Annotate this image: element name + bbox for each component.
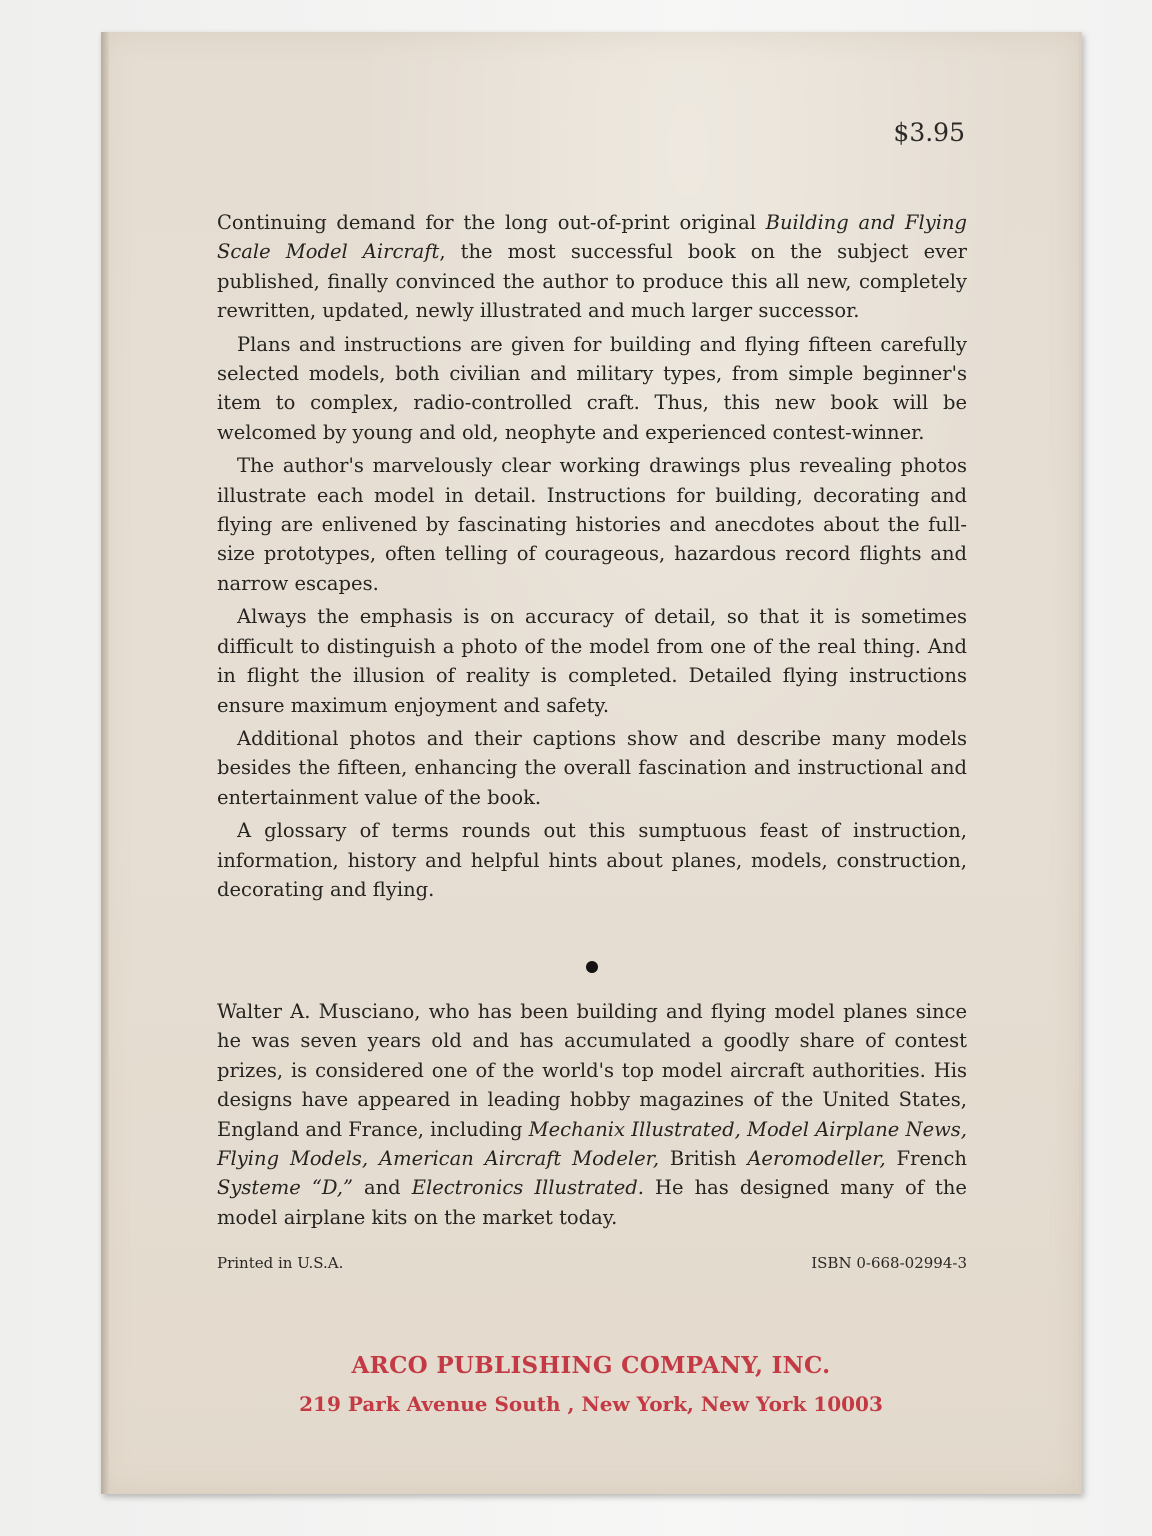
spine-edge [101,32,109,1494]
bio-lead: Walter A. Musciano, who has been building and flying model planes since he was seven years old and has accumulated a goodly share of contest prizes, is considered one of the world's top model aircraft authorities. His designs have appeared in leading hobby magazines of the United States, England and France, including [217,1000,967,1141]
paragraph-1-lead: Continuing demand for the long out-of-print original [217,211,766,234]
description-paragraph-4: Always the emphasis is on accuracy of detail, so that it is sometimes difficult to distinguish a photo of the model from one of the real thing. And in flight the illusion of reality is completed. Detailed flying instructions ensure maximum enjoyment and safety. [217,605,967,717]
description-paragraph-2: Plans and instructions are given for building and flying fifteen carefully selected models, both civilian and military types, from simple beginner's item to complex, radio-controlled craft. Thus, this new book will be welcomed by young and old, neophyte and experienced contest-winner. [217,332,967,444]
bio-tail: He has designed many of the model airplane kits on the market today. [217,1176,967,1229]
author-bio-paragraph [217,997,967,1232]
magazine-title: Mechanix Illustrated, [528,1117,741,1141]
bio-text: French [885,1147,967,1171]
magazine-title: Flying Models, [217,1147,369,1171]
magazine-title: Electronics Illustrated. [411,1176,644,1200]
publisher-name: ARCO PUBLISHING COMPANY, INC. [351,1352,831,1379]
original-book-title: Building and Flying Scale Model Aircraft [217,211,967,264]
description-paragraph-6: A glossary of terms rounds out this sumptuous feast of instruction, information, history and helpful hints about planes, models, construction, decorating and flying. [217,819,967,901]
magazine-title: Systeme “D,” [217,1176,353,1200]
section-divider-dot [586,961,598,973]
bio-text: and [352,1176,412,1200]
description-text [217,208,967,908]
paragraph-1-rest: , the most successful book on the subject ever published, finally convinced the author to produce this all new, completely rewritten, updated, newly illustrated and much larger successor. [217,240,968,323]
publisher-address: 219 Park Avenue South , New York, New York 10003 [299,1392,883,1416]
imprint-row [217,1254,967,1272]
author-bio [217,997,967,1232]
description-paragraph-3: The author's marvelously clear working drawings plus revealing photos illustrate each model in detail. Instructions for building, decorating and flying are enlivened by fascinating histories and anecdotes about the full-size prototypes, often telling of courageous, hazardous record flights and narrow escapes. [217,454,967,595]
magazine-title: Aeromodeller, [747,1147,886,1171]
price-label: $3.95 [893,118,965,147]
description-paragraph-1 [217,208,967,326]
printed-in-label: Printed in U.S.A. [217,1254,344,1272]
description-paragraph-5: Additional photos and their captions show and describe many models besides the fifteen, enhancing the overall fascination and instructional and entertainment value of the book. [217,726,967,809]
book-back-cover [101,32,1082,1494]
magazine-title: American Aircraft Modeler, [379,1147,660,1171]
bio-text: British [659,1147,748,1171]
magazine-title: Model Airplane News, [747,1117,968,1141]
isbn-label: ISBN 0-668-02994-3 [811,1254,967,1272]
